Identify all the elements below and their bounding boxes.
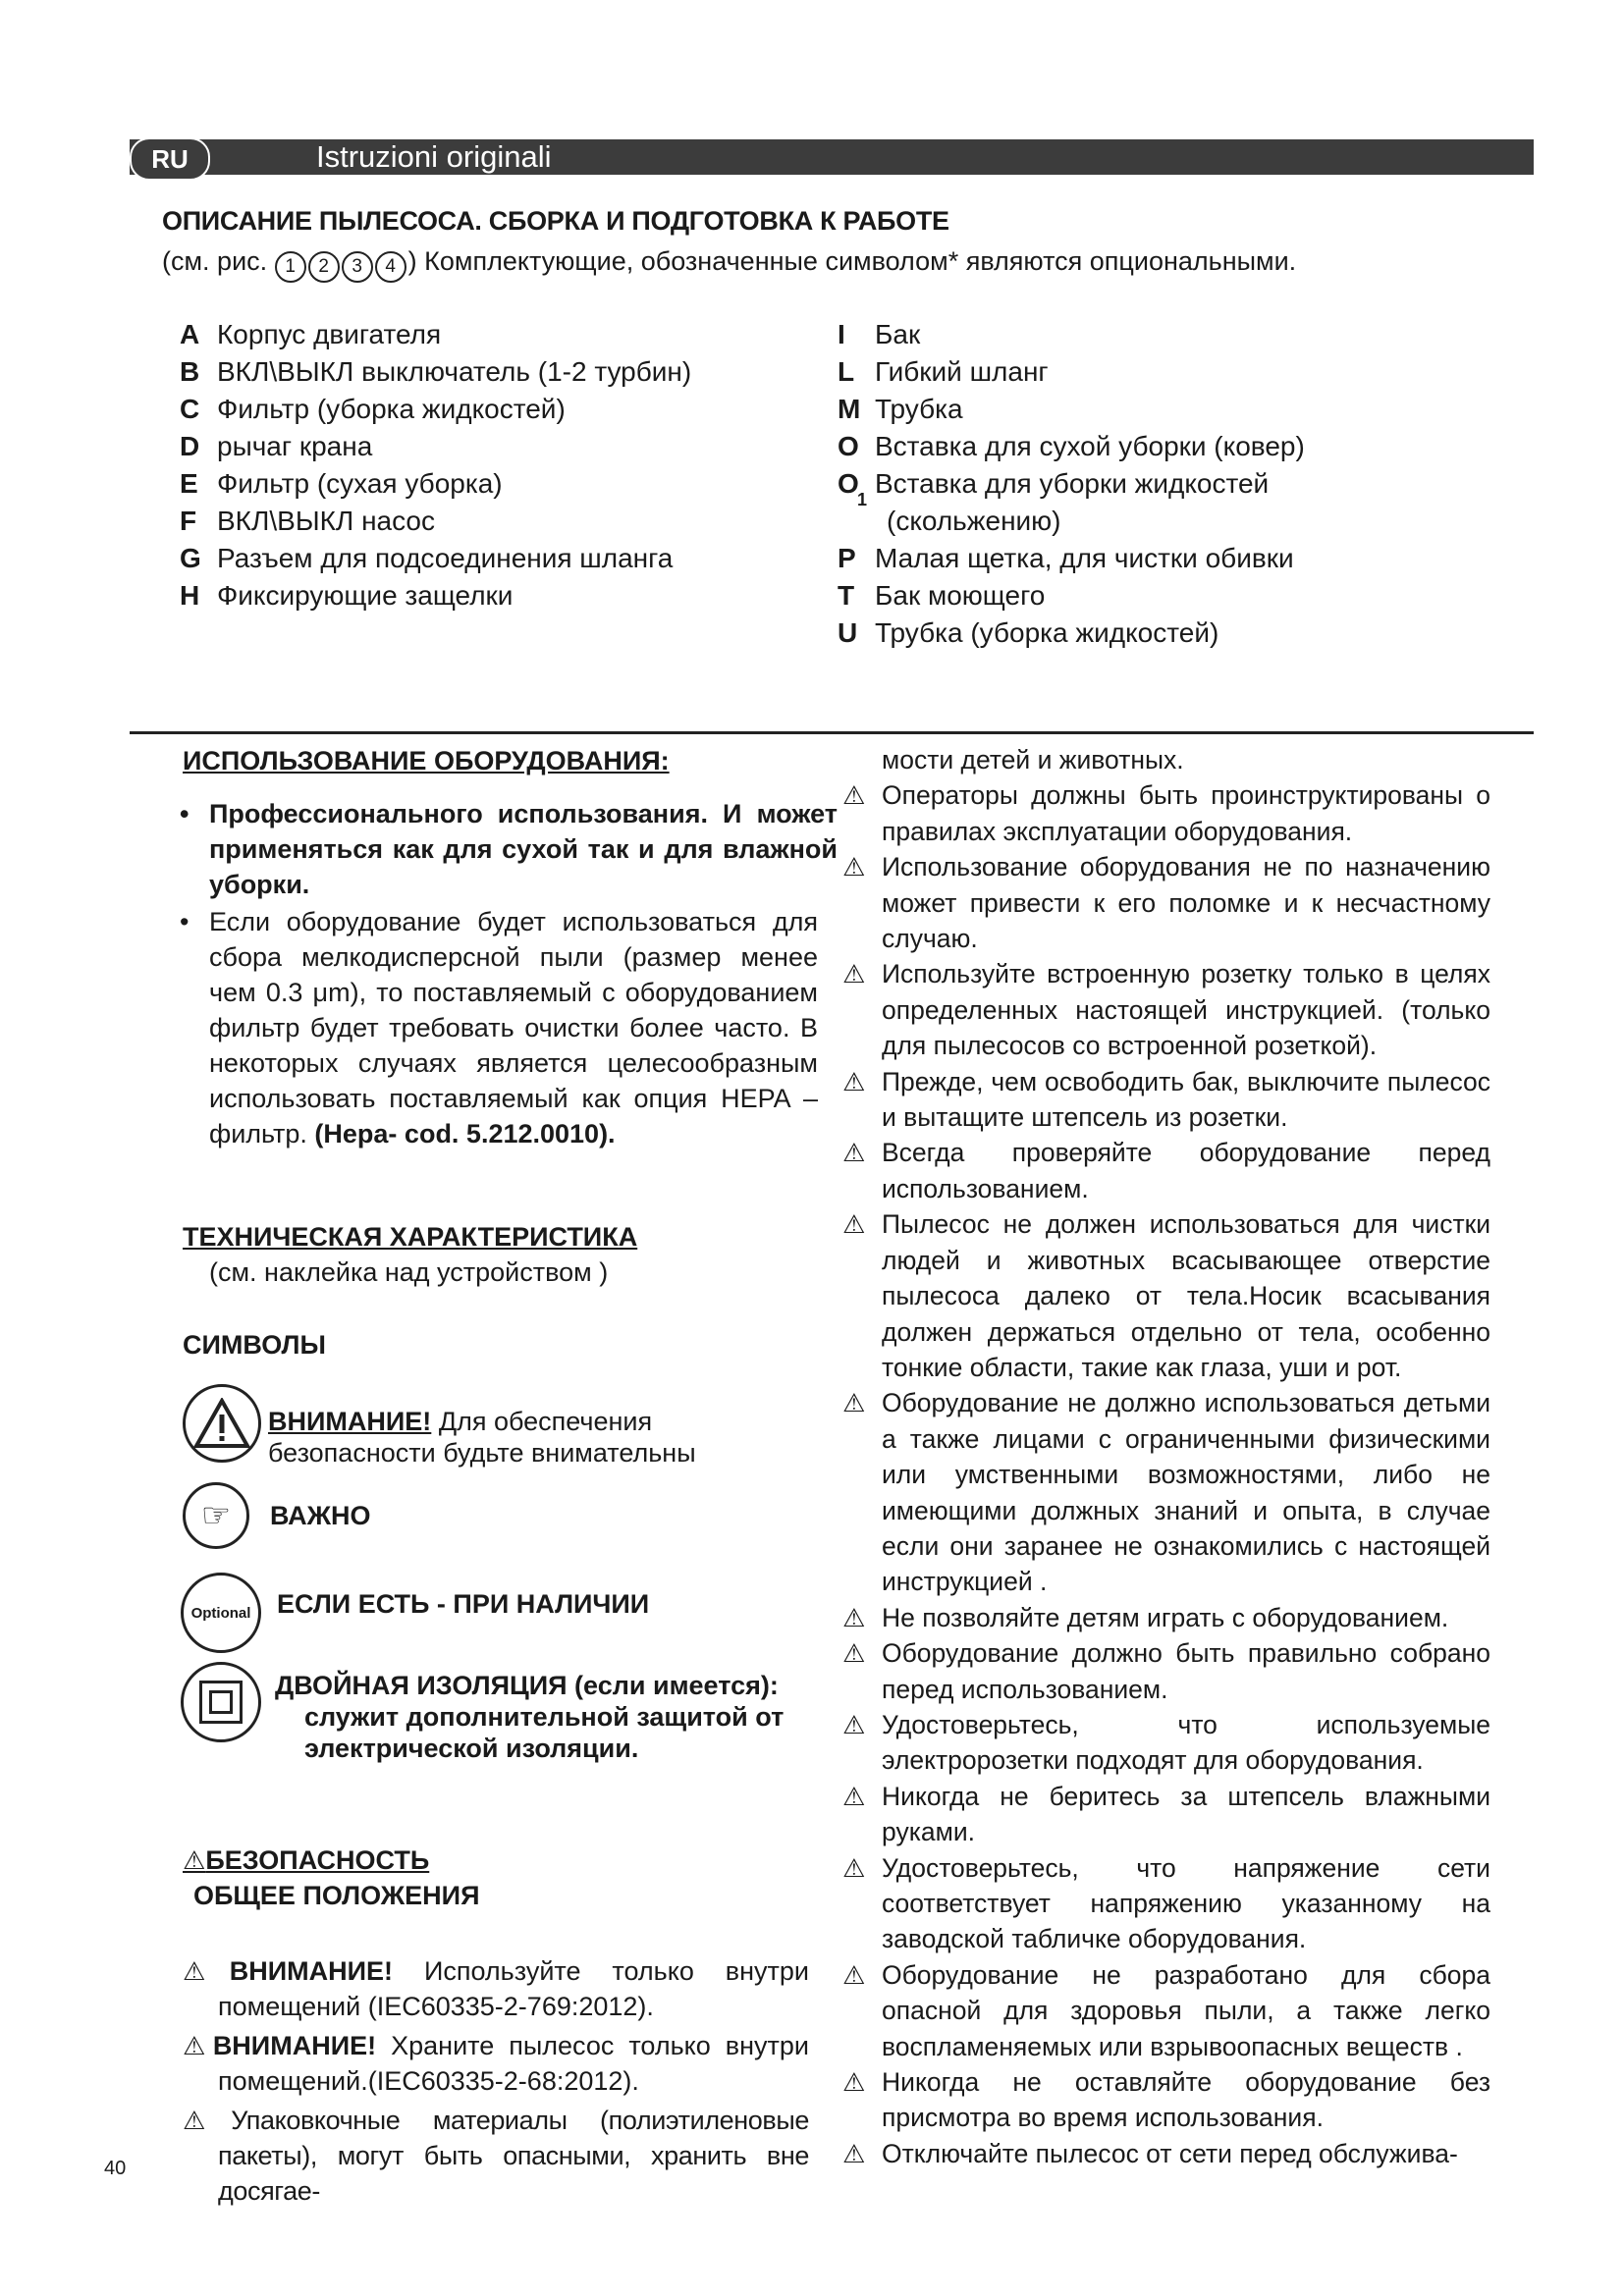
warning-desc-line2: безопасности будьте внимательны [268,1438,696,1468]
warning-triangle-icon: ⚠ [183,2031,213,2060]
double-insulation-line1: ДВОЙНАЯ ИЗОЛЯЦИЯ (если имеется): [275,1671,779,1700]
safety-item-text: Использование оборудования не по назначению может привести к его поломке и к несчастному случаю. [882,852,1490,954]
usage-bullet-text: Профессионального использования. И может применяться как для сухой так и для влажной уборки. [209,799,838,899]
figure-number-icon: 4 [375,251,406,283]
part-name: Малая щетка, для чистки обивки [875,543,1294,573]
part-item [180,465,691,503]
intro-text-prefix: (см. рис. [162,246,268,276]
part-letter: H [180,580,200,611]
warning-triangle-icon: ⚠ [842,1638,866,1669]
warning-triangle-icon: ⚠ [842,1209,866,1240]
part-letter-subscript: 1 [857,490,868,509]
warning-triangle-icon: ⚠ [183,2106,232,2135]
part-letter: G [180,543,201,573]
part-letter: C [180,394,200,424]
safety-item-text: Всегда проверяйте оборудование перед использованием. [882,1138,1490,1203]
warning-label: ВНИМАНИЕ! [268,1407,432,1436]
part-item [180,316,691,353]
safety-item-label: ВНИМАНИЕ! [212,2031,377,2060]
part-name: Фильтр (сухая уборка) [217,468,503,499]
part-item [180,503,691,540]
warning-triangle-icon: ⚠ [842,1066,866,1096]
safety-heading-text: БЕЗОПАСНОСТЬ [205,1845,430,1875]
safety-item [842,1635,1490,1707]
safety-item [842,1135,1490,1206]
warning-triangle-icon: ⚠ [842,852,866,882]
safety-list-continued [842,742,1490,2171]
part-letter: T [838,580,855,611]
language-badge: RU [130,137,210,181]
tech-subtext: (см. наклейка над устройством ) [209,1257,609,1287]
part-letter: D [180,431,200,461]
part-letter: F [180,506,197,536]
safety-item-text: Операторы должны быть проинструктированы о правилах эксплуатации оборудования. [882,780,1490,846]
warning-triangle-icon: ⚠ [842,2138,866,2168]
hepa-code: (Hepa- cod. 5.212.0010). [314,1119,616,1148]
safety-item-text: Удостоверьтесь, что используемые электророзетки подходят для оборудования. [882,1709,1490,1776]
warning-symbol-text [268,1406,696,1468]
usage-bullet-hepa [180,904,818,1151]
optional-icon [181,1573,261,1653]
safety-item [842,1206,1490,1385]
bullet-dot: • [180,907,189,936]
warning-symbol-icon [183,1384,261,1463]
warning-triangle-icon: ⚠ [842,959,866,989]
part-name: Разъем для подсоединения шланга [217,543,674,573]
part-letter: O [838,468,859,499]
bullet-dot: • [180,799,189,828]
part-item [838,577,1305,614]
part-item [180,540,691,577]
figure-number-icon: 1 [275,251,306,283]
intro-text-suffix: ) Комплектующие, обозначенные символом* являются опциональными. [407,246,1297,276]
safety-item-text: Не позволяйте детям играть с оборудованием. [882,1602,1449,1632]
safety-item [842,1600,1490,1635]
part-name: Бак моющего [875,580,1046,611]
page-number: 40 [104,2158,127,2179]
warning-triangle-icon: ⚠ [842,1709,866,1739]
optional-icon-label: Optional [190,1604,251,1622]
parts-list-left [180,316,691,614]
safety-item [842,2064,1490,2136]
double-insulation-icon [181,1662,261,1742]
part-item [180,353,691,391]
warning-triangle-icon: ⚠ [842,780,866,811]
safety-subheading: ОБЩЕЕ ПОЛОЖЕНИЯ [193,1881,480,1910]
safety-item-text: Прежде, чем освободить бак, выключите пылесос и вытащите штепсель из розетки. [882,1066,1490,1133]
safety-item [842,956,1490,1063]
warning-desc: Для обеспечения [431,1407,653,1436]
safety-item-text: Оборудование не должно использоваться детьми а также лицами с ограниченными физическими или умственными возможностями, либо не имеющими должных знаний и опыта, в случае если они заранее не ознакомились с настоящей инструкцией . [882,1388,1490,1597]
continuation-text: мости детей и животных. [882,745,1184,774]
safety-item [842,1957,1490,2064]
part-item [180,428,691,465]
intro-text [162,246,1296,283]
safety-item-text: Используйте встроенную розетку только в целях определенных настоящей инструкцией. (только для пылесосов со встроенной розеткой). [882,959,1490,1061]
safety-item-text: Удостоверьтесь, что напряжение сети соответствует напряжению указанному на заводской табличке оборудования. [882,1852,1490,1954]
part-name: рычаг крана [217,431,373,461]
part-name: Бак [875,319,921,349]
safety-item-text: Отключайте пылесос от сети перед обслужива- [882,2138,1458,2168]
safety-item-text: Храните пылесос только внутри помещений.(IEC60335-2-68:2012). [218,2031,809,2096]
warning-triangle-icon: ⚠ [842,1852,866,1883]
part-item [838,540,1305,577]
important-symbol-text: ВАЖНО [270,1501,371,1530]
safety-item [842,1850,1490,1957]
part-name: ВКЛ\ВЫКЛ насос [217,506,435,536]
optional-symbol-text: ЕСЛИ ЕСТЬ - ПРИ НАЛИЧИИ [277,1589,650,1619]
warning-triangle-icon: ⚠ [183,1956,230,1986]
header-title: Istruzioni originali [316,139,552,174]
safety-item-text: Пылесос не должен использоваться для чистки людей и животных всасывающее отверстие пылесоса далеко от тела.Носик всасывания должен держаться отдельно от тела, особенно тонкие области, такие как глаза, уши и рот. [882,1209,1490,1382]
parts-list-right [838,316,1305,652]
tech-heading: ТЕХНИЧЕСКАЯ ХАРАКТЕРИСТИКА [183,1222,638,1252]
part-letter: M [838,394,861,424]
safety-item [842,1707,1490,1779]
warning-triangle-icon: ⚠ [842,1602,866,1632]
safety-items [842,777,1490,2171]
part-name: (скольжению) [887,506,1061,536]
part-item [838,465,1305,509]
safety-item-text: Используйте только внутри помещений (IEC60335-2-769:2012). [218,1956,809,2021]
safety-item-text: Упаковкочные материалы (полиэтиленовые пакеты), могут быть опасными, хранить вне досягае- [218,2106,809,2206]
double-insulation-line2: служит дополнительной защитой от [304,1702,785,1732]
figure-reference-icons [275,246,408,276]
safety-item-text: Никогда не оставляйте оборудование без присмотра во время использования. [882,2067,1490,2133]
warning-triangle-icon: ⚠ [842,2067,866,2098]
double-insulation-line3: электрической изоляции. [304,1734,639,1763]
safety-heading [183,1845,429,1876]
safety-item-label: ВНИМАНИЕ! [229,1956,394,1986]
double-insulation-text [275,1670,784,1764]
safety-item-text: Никогда не беритесь за штепсель влажными руками. [882,1781,1490,1847]
safety-item-packaging [183,2103,809,2209]
part-letter: O [838,431,859,461]
safety-item-storage [183,2028,809,2099]
part-item [838,391,1305,428]
part-item [838,503,1305,540]
part-letter: P [838,543,856,573]
warning-triangle-icon: ⚠ [842,1138,866,1168]
part-letter: B [180,356,200,387]
warning-triangle-icon: ⚠ [842,1959,866,1990]
warning-triangle-icon: ⚠ [183,1845,206,1875]
usage-bullet-text: Если оборудование будет использоваться для сбора мелкодисперсной пыли (размер менее чем 0.3 μm), то поставляемый с оборудованием фильтр будет требовать очистки более часто. В некоторых случаях является целесообразным использовать поставляемый как опция HEPA – фильтр. [209,907,818,1148]
part-letter: A [180,319,200,349]
safety-item-text: Оборудование не разработано для сбора опасной для здоровья пыли, а также легко воспламеняемых или взрывоопасных веществ . [882,1959,1490,2061]
warning-triangle-icon: ⚠ [842,1781,866,1811]
part-item [838,353,1305,391]
part-item [838,316,1305,353]
safety-item [842,1064,1490,1136]
part-letter: I [838,319,845,349]
usage-bullet-professional [180,796,838,902]
pointing-hand-icon: ☞ [183,1482,249,1549]
section-divider [130,731,1534,734]
part-item [838,428,1305,465]
part-item [838,614,1305,652]
safety-item [842,777,1490,849]
part-name: Вставка для уборки жидкостей [875,468,1270,499]
safety-item [842,1779,1490,1850]
safety-item [842,1385,1490,1599]
safety-item-text: Оборудование должно быть правильно собрано перед использованием. [882,1638,1490,1704]
part-letter: U [838,617,858,648]
safety-item [842,2136,1490,2171]
part-name: Трубка (уборка жидкостей) [875,617,1219,648]
figure-number-icon: 3 [342,251,373,283]
part-item [180,391,691,428]
figure-number-icon: 2 [308,251,340,283]
part-name: Вставка для сухой уборки (ковер) [875,431,1305,461]
part-item [180,577,691,614]
safety-item-indoor [183,1953,809,2024]
part-name: Фиксирующие защелки [217,580,514,611]
part-name: ВКЛ\ВЫКЛ выключатель (1-2 турбин) [217,356,692,387]
safety-item [842,849,1490,956]
part-name: Корпус двигателя [217,319,442,349]
usage-heading: ИСПОЛЬЗОВАНИЕ ОБОРУДОВАНИЯ: [183,746,670,775]
part-name: Фильтр (уборка жидкостей) [217,394,566,424]
part-name: Гибкий шланг [875,356,1049,387]
warning-triangle-icon: ⚠ [842,1388,866,1418]
section-heading-description: ОПИСАНИЕ ПЫЛЕСОСА. СБОРКА И ПОДГОТОВКА К РАБОТЕ [162,206,949,236]
symbols-heading: СИМВОЛЫ [183,1330,326,1360]
part-letter: E [180,468,198,499]
part-name: Трубка [875,394,963,424]
part-letter: L [838,356,855,387]
